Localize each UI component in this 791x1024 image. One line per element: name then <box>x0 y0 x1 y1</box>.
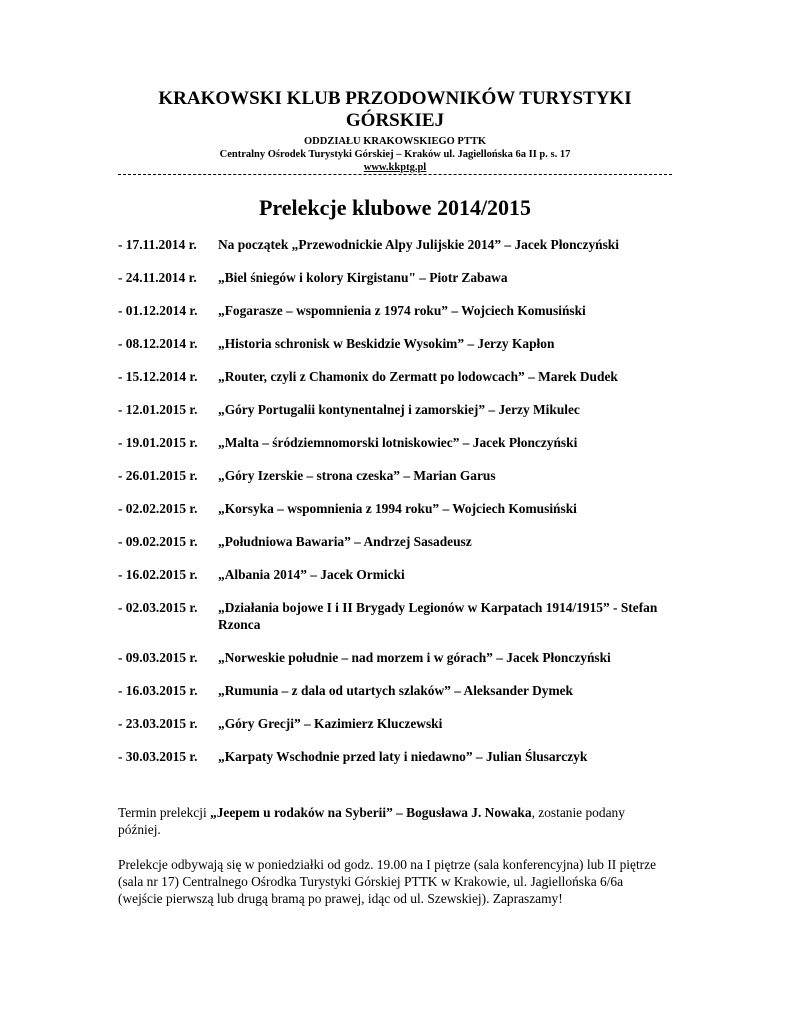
lecture-date: - 01.12.2014 r. <box>118 303 198 318</box>
lecture-title: „Router, czyli z Chamonix do Zermatt po lodowcach” – Marek Dudek <box>218 369 618 384</box>
lecture-list <box>118 236 678 781</box>
letterhead <box>118 88 672 174</box>
lecture-item <box>118 682 678 699</box>
lecture-item <box>118 599 678 633</box>
lecture-date: - 02.03.2015 r. <box>118 600 198 615</box>
lecture-title: „Malta – śródziemnomorski lotniskowiec” – Jacek Płonczyński <box>218 435 578 450</box>
lecture-item <box>118 302 678 319</box>
lecture-date: - 16.02.2015 r. <box>118 567 198 582</box>
lecture-item <box>118 533 678 550</box>
lecture-item <box>118 467 678 484</box>
lecture-item <box>118 236 678 253</box>
lecture-date: - 02.02.2015 r. <box>118 501 198 516</box>
lecture-date: - 12.01.2015 r. <box>118 402 198 417</box>
club-name: KRAKOWSKI KLUB PRZODOWNIKÓW TURYSTYKI GÓRSKIEJ <box>158 88 632 131</box>
note-highlight: „Jeepem u rodaków na Syberii” – Bogusława J. Nowaka <box>210 805 532 820</box>
club-address: Centralny Ośrodek Turystyki Górskiej – Kraków ul. Jagiellońska 6a II p. s. 17 <box>219 149 571 160</box>
lecture-date: - 09.03.2015 r. <box>118 650 198 665</box>
unscheduled-lecture-note <box>118 804 658 838</box>
lecture-date: - 30.03.2015 r. <box>118 749 198 764</box>
note-prefix: Termin prelekcji <box>118 805 211 820</box>
note-suffix: , zostanie podany później. <box>118 805 625 837</box>
lecture-date: - 19.01.2015 r. <box>118 435 198 450</box>
lecture-title: „Albania 2014” – Jacek Ormicki <box>218 567 405 582</box>
lecture-date: - 15.12.2014 r. <box>118 369 198 384</box>
venue-note: Prelekcje odbywają się w poniedziałki od godz. 19.00 na I piętrze (sala konferencyjna) lub II piętrze (sala nr 17) Centralnego Ośrodka Turystyki Górskiej PTTK w Krakowie, ul. Jagiellońska 6/6a (wejście pierwszą lub drugą bramą po prawej, idąc od ul. Szewskiej). Zapraszamy! <box>118 857 657 906</box>
lecture-title: „Biel śniegów i kolory Kirgistanu" – Piotr Zabawa <box>218 270 508 285</box>
lecture-item <box>118 335 678 352</box>
lecture-title: „Norweskie południe – nad morzem i w górach” – Jacek Płonczyński <box>218 650 611 665</box>
lecture-date: - 08.12.2014 r. <box>118 336 198 351</box>
document-title: Prelekcje klubowe 2014/2015 <box>258 195 532 220</box>
lecture-title: „Karpaty Wschodnie przed laty i niedawno” – Julian Ślusarczyk <box>218 749 588 764</box>
lecture-item <box>118 649 678 666</box>
lecture-title: „Działania bojowe I i II Brygady Legionów w Karpatach 1914/1915” - Stefan Rzonca <box>218 600 658 632</box>
club-division: ODDZIAŁU KRAKOWSKIEGO PTTK <box>303 136 487 147</box>
lecture-title: „Korsyka – wspomnienia z 1994 roku” – Wojciech Komusiński <box>218 501 577 516</box>
lecture-item <box>118 401 678 418</box>
lecture-date: - 24.11.2014 r. <box>118 270 197 285</box>
lecture-date: - 26.01.2015 r. <box>118 468 198 483</box>
lecture-date: - 23.03.2015 r. <box>118 716 198 731</box>
lecture-item <box>118 748 678 765</box>
lecture-item <box>118 368 678 385</box>
club-website-link[interactable]: www.kkptg.pl <box>363 162 427 173</box>
lecture-date: - 09.02.2015 r. <box>118 534 198 549</box>
lecture-title: „Historia schronisk w Beskidzie Wysokim” – Jerzy Kapłon <box>218 336 555 351</box>
lecture-item <box>118 566 678 583</box>
lecture-title: „Góry Portugalii kontynentalnej i zamorskiej” – Jerzy Mikulec <box>218 402 580 417</box>
lecture-item <box>118 434 678 451</box>
lecture-title: „Góry Grecji” – Kazimierz Kluczewski <box>218 716 443 731</box>
lecture-title: „Rumunia – z dala od utartych szlaków” – Aleksander Dymek <box>218 683 574 698</box>
lecture-item <box>118 500 678 517</box>
lecture-item <box>118 269 678 286</box>
lecture-item <box>118 715 678 732</box>
lecture-title: „Południowa Bawaria” – Andrzej Sasadeusz <box>218 534 472 549</box>
header-separator <box>118 174 672 175</box>
lecture-date: - 16.03.2015 r. <box>118 683 198 698</box>
lecture-date: - 17.11.2014 r. <box>118 237 197 252</box>
lecture-title: „Fogarasze – wspomnienia z 1974 roku” – Wojciech Komusiński <box>218 303 586 318</box>
lecture-title: „Góry Izerskie – strona czeska” – Marian Garus <box>218 468 496 483</box>
lecture-title: Na początek „Przewodnickie Alpy Julijskie 2014” – Jacek Płonczyński <box>218 237 619 252</box>
